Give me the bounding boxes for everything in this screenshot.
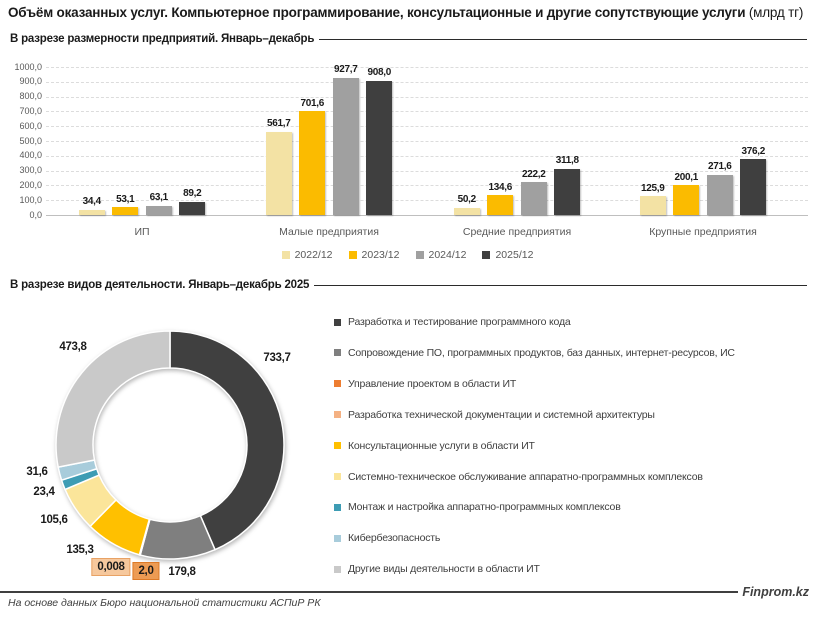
section-title-activities-text: В разрезе видов деятельности. Январь–декабрь 2025 (10, 279, 310, 291)
legend-swatch (282, 251, 290, 259)
donut-legend-item (334, 440, 535, 452)
y-axis-tick-label: 1000,0 (14, 61, 42, 72)
legend-swatch (334, 349, 341, 356)
legend-swatch (334, 566, 341, 573)
legend-label: 2023/12 (361, 249, 400, 261)
bar-2023/12 (299, 111, 325, 215)
bar-value-label: 34,4 (82, 196, 101, 208)
category-label: ИП (134, 226, 150, 238)
gridline (46, 126, 808, 127)
legend-label: Другие виды деятельности в области ИТ (348, 563, 540, 576)
legend-item-2025/12 (482, 249, 533, 261)
legend-swatch (334, 473, 341, 480)
donut-legend-item (334, 378, 516, 390)
donut-legend-item (334, 501, 621, 513)
category-label: Средние предприятия (462, 226, 572, 238)
y-axis-tick-label: 600,0 (19, 120, 42, 131)
bar-value-label: 89,2 (183, 188, 202, 200)
donut-legend-item (334, 347, 735, 359)
section-title-activities (10, 279, 807, 291)
legend-item-2022/12 (282, 249, 333, 261)
bar-2025/12 (366, 81, 392, 215)
legend-label: 2025/12 (495, 249, 534, 261)
donut-legend-item (334, 316, 571, 328)
donut-value-label: 31,6 (26, 466, 48, 478)
donut-legend (334, 313, 812, 585)
bar-value-label: 63,1 (149, 192, 168, 204)
bar-2024/12 (333, 78, 359, 215)
category-label: Крупные предприятия (649, 226, 757, 238)
category-label: Малые предприятия (279, 226, 379, 238)
legend-swatch (334, 380, 341, 387)
bar-2025/12 (179, 202, 205, 215)
y-axis-tick-label: 300,0 (19, 165, 42, 176)
bar-2022/12 (266, 132, 292, 215)
bar-2022/12 (454, 208, 480, 215)
y-axis-tick-label: 800,0 (19, 91, 42, 102)
legend-label: Монтаж и настройка аппаратно-программных комплексов (348, 501, 621, 514)
legend-swatch (334, 319, 341, 326)
bar-2023/12 (487, 195, 513, 215)
donut-chart (20, 313, 332, 598)
donut-legend-item (334, 563, 540, 575)
bar-2022/12 (79, 210, 105, 215)
bar-2025/12 (740, 159, 766, 215)
legend-label: Кибербезопасность (348, 532, 441, 545)
donut-value-label: 733,7 (263, 352, 291, 364)
y-axis-tick-label: 900,0 (19, 76, 42, 87)
section-title-rule (314, 285, 807, 286)
donut-legend-item (334, 532, 440, 544)
legend-label: 2022/12 (294, 249, 333, 261)
y-axis-tick-label: 700,0 (19, 105, 42, 116)
section-title-rule (319, 39, 807, 40)
bar-chart-legend (0, 249, 815, 261)
gridline (46, 97, 808, 98)
x-axis-line (46, 215, 808, 216)
donut-legend-item (334, 471, 703, 483)
legend-swatch (334, 411, 341, 418)
bar-value-label: 50,2 (457, 194, 476, 206)
legend-swatch (334, 535, 341, 542)
y-axis-tick-label: 0,0 (29, 209, 42, 220)
bar-value-label: 134,6 (488, 181, 513, 193)
bar-value-label: 561,7 (266, 118, 291, 130)
bar-2023/12 (112, 207, 138, 215)
bar-value-label: 376,2 (741, 145, 766, 157)
y-axis-tick-label: 500,0 (19, 135, 42, 146)
bar-value-label: 222,2 (521, 168, 546, 180)
legend-swatch (334, 504, 341, 511)
donut-value-label: 473,8 (59, 341, 87, 353)
bar-2023/12 (673, 185, 699, 215)
donut-slice (140, 516, 215, 559)
legend-item-2024/12 (416, 249, 467, 261)
legend-label: Управление проектом в области ИТ (348, 377, 517, 390)
bar-2024/12 (707, 175, 733, 215)
bar-value-label: 908,0 (367, 67, 392, 79)
donut-value-label: 135,3 (66, 544, 94, 556)
gridline (46, 111, 808, 112)
donut-legend-item (334, 409, 655, 421)
bar-2024/12 (521, 182, 547, 215)
gridline (46, 156, 808, 157)
bar-2025/12 (554, 169, 580, 215)
legend-label: Сопровождение ПО, программных продуктов, баз данных, интернет-ресурсов, ИС (348, 346, 735, 359)
section-title-enterprises (10, 33, 807, 45)
y-axis-tick-label: 100,0 (19, 194, 42, 205)
source-note: На основе данных Бюро национальной статистики АСПиР РК (8, 597, 321, 609)
donut-value-label: 2,0 (132, 562, 159, 580)
bar-chart (0, 55, 815, 270)
bar-value-label: 311,8 (555, 155, 579, 167)
legend-label: Разработка технической документации и системной архитектуры (348, 408, 655, 421)
bar-value-label: 927,7 (333, 64, 358, 76)
legend-swatch (482, 251, 490, 259)
legend-swatch (349, 251, 357, 259)
bar-2024/12 (146, 206, 172, 215)
page-title-main: Объём оказанных услуг. Компьютерное программирование, консультационные и другие сопутствующие услуги (8, 5, 746, 20)
bar-value-label: 271,6 (707, 161, 732, 173)
gridline (46, 141, 808, 142)
donut-value-label: 179,8 (168, 566, 196, 578)
legend-swatch (416, 251, 424, 259)
bar-value-label: 125,9 (640, 182, 665, 194)
legend-swatch (334, 442, 341, 449)
y-axis-tick-label: 400,0 (19, 150, 42, 161)
brand-watermark: Finprom.kz (742, 585, 809, 599)
footer-rule (0, 591, 738, 593)
legend-label: Консультационные услуги в области ИТ (348, 439, 535, 452)
donut-value-label: 0,008 (91, 558, 130, 576)
bar-value-label: 200,1 (674, 171, 699, 183)
section-title-enterprises-text: В разрезе размерности предприятий. Январь–декабрь (10, 33, 315, 45)
page-title-unit: (млрд тг) (748, 5, 804, 20)
bar-2022/12 (640, 196, 666, 215)
bar-value-label: 53,1 (116, 193, 135, 205)
bar-value-label: 701,6 (300, 97, 325, 109)
legend-label: 2024/12 (428, 249, 467, 261)
gridline (46, 82, 808, 83)
legend-item-2023/12 (349, 249, 400, 261)
donut-value-label: 23,4 (33, 486, 55, 498)
y-axis-tick-label: 200,0 (19, 179, 42, 190)
legend-label: Разработка и тестирование программного кода (348, 316, 571, 328)
donut-value-label: 105,6 (40, 514, 68, 526)
page-title (8, 5, 803, 20)
gridline (46, 67, 808, 68)
legend-label: Системно-техническое обслуживание аппаратно-программных комплексов (348, 470, 703, 483)
